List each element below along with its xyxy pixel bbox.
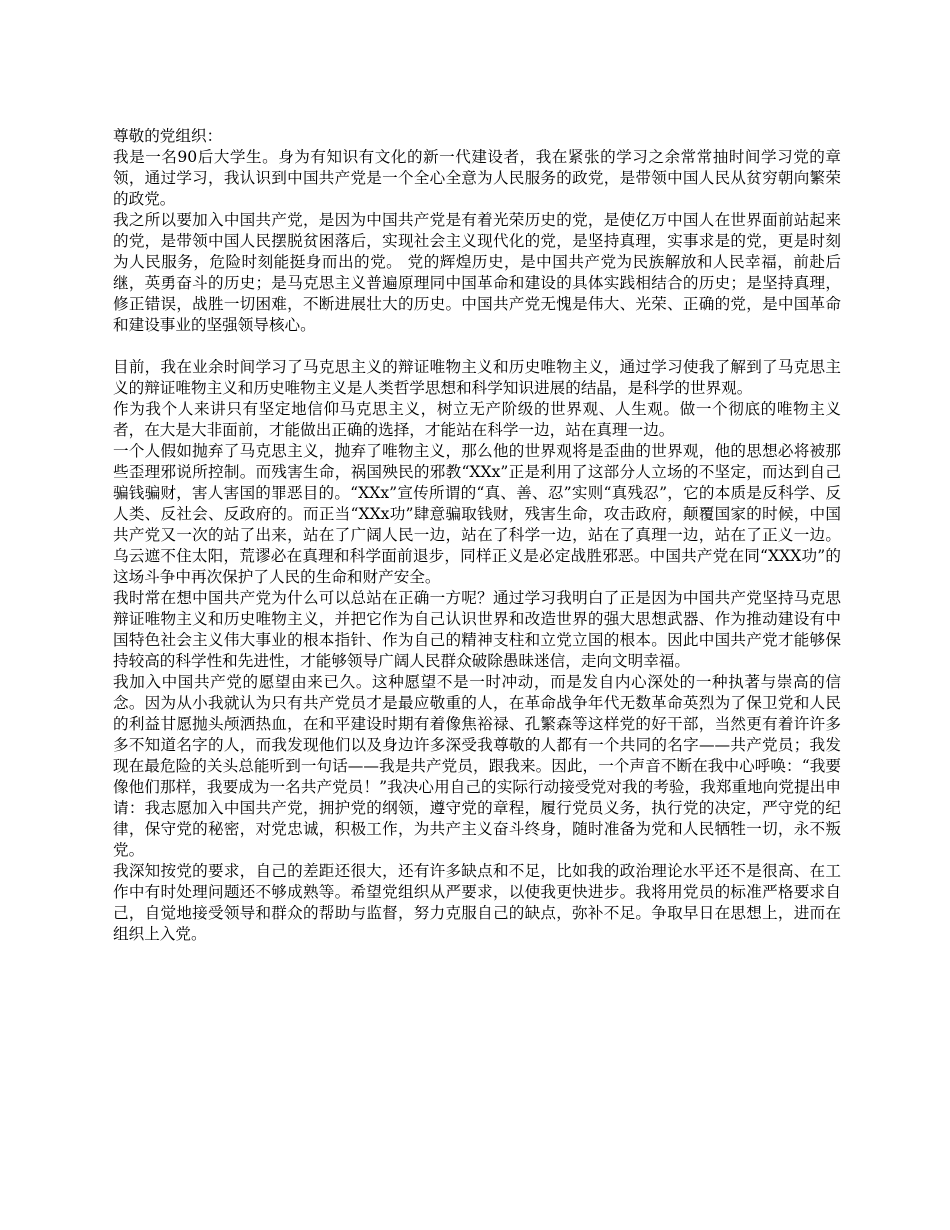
paragraph-study: 目前，我在业余时间学习了马克思主义的辩证唯物主义和历史唯物主义，通过学习使我了解到了马克思主义的辩证唯物主义和历史唯物主义是人类哲学思想和科学知识进展的结晶，是科学的世界观。 [113, 358, 841, 397]
paragraph-intro: 我是一名90后大学生。身为有知识有文化的新一代建设者，我在紧张的学习之余常常抽时间学习党的章领，通过学习，我认识到中国共产党是一个全心全意为人民服务的政党，是带领中国人民从贫穷朝向繁荣的政党。 [113, 148, 841, 208]
salutation: 尊敬的党组织： [113, 127, 223, 145]
paragraph-correctness: 我时常在想中国共产党为什么可以总站在正确一方呢？通过学习我明白了正是因为中国共产党坚持马克思辩证唯物主义和历史唯物主义，并把它作为自己认识世界和改造世界的强大思想武器、作为推动建设有中国特色社会主义伟大事业的根本指针、作为自己的精神支柱和立党立国的根本。因此中国共产党才能够保持较高的科学性和先进性，才能够领导广阔人民群众破除愚昧迷信，走向文明幸福。 [113, 589, 841, 670]
paragraph-reasons: 我之所以要加入中国共产党，是因为中国共产党是有着光荣历史的党，是使亿万中国人在世界面前站起来的党，是带领中国人民摆脱贫困落后，实现社会主义现代化的党，是坚持真理，实事求是的党，更是时刻为人民服务，危险时刻能挺身而出的党。 党的辉煌历史，是中国共产党为民族解放和人民幸福，前赴后继，英勇奋斗的历史；是马克思主义普遍原理同中国革命和建设的具体实践相结合的历史；是坚持真理，修正错误，战胜一切困难，不断进展壮大的历史。中国共产党无愧是伟大、光荣、正确的党，是中国革命和建设事业的坚强领导核心。 [113, 211, 841, 334]
paragraph-shortcomings: 我深知按党的要求，自己的差距还很大，还有许多缺点和不足，比如我的政治理论水平还不是很高、在工作中有时处理问题还不够成熟等。希望党组织从严要求，以使我更快进步。我将用党员的标准严格要求自己，自觉地接受领导和群众的帮助与监督，努力克服自己的缺点，弥补不足。争取早日在思想上，进而在组织上入党。 [113, 862, 841, 943]
paragraph-aspiration: 我加入中国共产党的愿望由来已久。这种愿望不是一时冲动，而是发自内心深处的一种执著与崇高的信念。因为从小我就认为只有共产党员才是最应敬重的人，在革命战争年代无数革命英烈为了保卫党和人民的利益甘愿抛头颅洒热血，在和平建设时期有着像焦裕禄、孔繁森等这样党的好干部，当然更有着许许多多不知道名字的人，而我发现他们以及身边许多深受我尊敬的人都有一个共同的名字——共产党员；我发现在最危险的关头总能听到一句话——我是共产党员，跟我来。因此，一个声音不断在我中心呼唤：“我要像他们那样，我要成为一名共产党员！”我决心用自己的实际行动接受党对我的考验，我郑重地向党提出申请：我志愿加入中国共产党，拥护党的纲领，遵守党的章程，履行党员义务，执行党的决定，严守党的纪律，保守党的秘密，对党忠诚，积极工作，为共产主义奋斗终身，随时准备为党和人民牺牲一切，永不叛党。 [113, 673, 841, 859]
paragraph-worldview: 一个人假如抛弃了马克思主义，抛弃了唯物主义，那么他的世界观将是歪曲的世界观，他的思想必将被那些歪理邪说所控制。而残害生命，祸国殃民的邪教“XXx”正是利用了这部分人立场的不坚定，而达到自己骗钱骗财，害人害国的罪恶目的。“XXx”宣传所谓的“真、善、忍”实则“真残忍”，它的本质是反科学、反人类、反社会、反政府的。而正当“XXx功”肆意骗取钱财，残害生命，攻击政府，颠覆国家的时候，中国共产党又一次的站了出来，站在了广阔人民一边，站在了科学一边，站在了真理一边，站在了正义一边。乌云遮不住太阳，荒谬必在真理和科学面前退步，同样正义是必定战胜邪恶。中国共产党在同“XXX功”的这场斗争中再次保护了人民的生命和财产安全。 [113, 442, 841, 586]
paragraph-belief: 作为我个人来讲只有坚定地信仰马克思主义，树立无产阶级的世界观、人生观。做一个彻底的唯物主义者，在大是大非面前，才能做出正确的选择，才能站在科学一边，站在真理一边。 [113, 400, 841, 439]
letter-body [113, 126, 841, 945]
